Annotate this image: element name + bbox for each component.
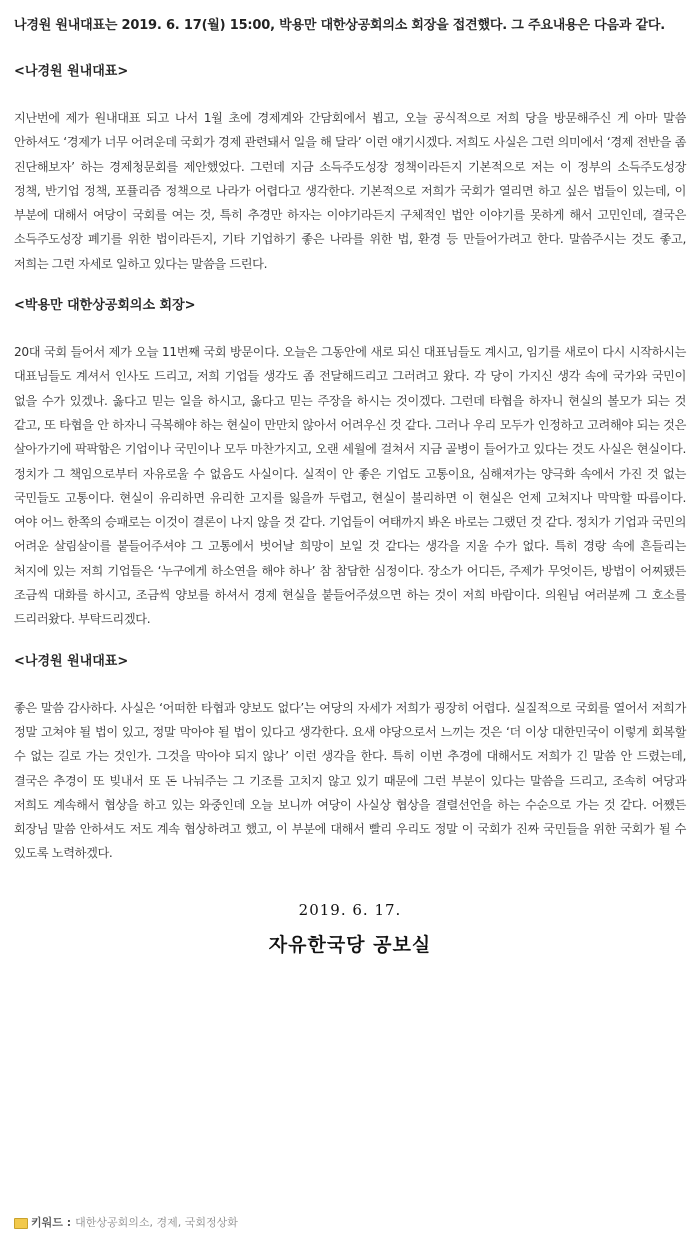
keyword-link[interactable]: 국회정상화 (184, 1216, 238, 1229)
keyword-link[interactable]: 경제 (156, 1216, 178, 1229)
speaker-heading: <나경원 원내대표> (14, 653, 129, 669)
speaker-heading: <박용만 대한상공회의소 회장> (14, 298, 196, 314)
statement-paragraph: 지난번에 제가 원내대표 되고 나서 1월 초에 경제계와 간담회에서 뵙고, 오늘 공식적으로 저희 당을 방문해주신 게 아마 말씀 안하셔도 ‘경제가 너무 어려운데 국회가 경제 관련돼서 일을 해 달라’ 이런 얘기시겠다. 저희도 사실은 그런 의미에서 ‘경제 전반을 좀 진단해보자’ 하는 경제청문회를 제안했었다. 그런데 지금 소득주도성장 정책이라든지 기본적으로 저는 이 정부의 소득주도성장 정책, 반기업 정책, 포퓰리즘 정책으로 나라가 어렵다고 생각한다. 기본적으로 저희가 국회가 열리면 하고 싶은 법들이 있는데, 이 부분에 대해서 여당이 국회를 여는 것, 특히 추경만 하자는 이야기라든지 구체적인 법안 이야기를 못하게 해서 고민인데, 결국은 소득주도성장 폐기를 위한 법이라든지, 기타 기업하기 좋은 나라를 위한 법, 환경 등 만들어가려고 한다. 말씀주시는 것도 좋고, 저희는 그런 자세로 일하고 있다는 말씀을 드린다. (14, 111, 686, 271)
keyword-label: 키워드 : (31, 1216, 72, 1229)
statement-paragraph: 20대 국회 들어서 제가 오늘 11번째 국회 방문이다. 오늘은 그동안에 새로 되신 대표님들도 계시고, 임기를 새로이 다시 시작하시는 대표님들도 계셔서 인사도 드리고, 저희 기업들 생각도 좀 전달해드리고 그러려고 왔다. 각 당이 가지신 생각 속에 국가와 국민이 없을 수가 있겠나. 옳다고 믿는 일을 하시고, 옳다고 믿는 주장을 하시는 것이겠다. 그런데 타협을 하자니 현실의 볼모가 되는 것 같고, 또 타협을 안 하자니 극복해야 하는 현실이 만만치 않아서 어려우신 것 같다. 그러나 우리 모두가 인정하고 고려해야 되는 것은 살아가기에 팍팍함은 기업이나 국민이나 모두 마찬가지고, 오랜 세월에 걸쳐서 지금 골병이 들어가고 있다는 것도 사실은 현실이다. 정치가 그 책임으로부터 자유로울 수 없음도 사실이다. 실적이 안 좋은 기업도 고통이요, 심해져가는 양극화 속에서 가진 것 없는 국민들도 고통이다. 현실이 유리하면 유리한 고지를 잃을까 두렵고, 현실이 불리하면 이 현실은 언제 고쳐지나 막막할 따름이다. 여야 어느 한쪽의 승패로는 이것이 결론이 나지 않을 것 같다. 기업들이 여태까지 봐온 바로는 그랬던 것 같다. 정치가 기업과 국민의 어려운 살림살이를 붙들어주셔야 그 고통에서 벗어날 희망이 보일 것 같다는 생각을 지울 수가 없다. 특히 경랑 속에 흔들리는 처지에 있는 저희 기업들은 ‘누구에게 하소연을 해야 하나’ 참 참담한 심정이다. 장소가 어디든, 주제가 무엇이든, 방법이 어찌됐든 조금씩 대화를 하시고, 조금씩 양보를 하셔서 경제 현실을 붙들어주셨으면 하는 것이 저희 바람이다. 의원님 여러분께 그 호소를 드리러왔다. 부탁드리겠다. (14, 345, 686, 627)
folder-icon (14, 1218, 28, 1229)
statement-paragraph: 좋은 말씀 감사하다. 사실은 ‘어떠한 타협과 양보도 없다’는 여당의 자세가 저희가 굉장히 어렵다. 실질적으로 국회를 열어서 저희가 정말 고쳐야 될 법이 있고, 정말 막아야 될 법이 있다고 생각한다. 요새 야당으로서 느끼는 것은 ‘더 이상 대한민국이 이렇게 회복할 수 없는 길로 가는 것인가. 그것을 막아야 되지 않나’ 이런 생각을 한다. 특히 이번 추경에 대해서도 저희가 긴 말씀 안 드렸는데, 결국은 추경이 또 빚내서 또 돈 나눠주는 그 기조를 고치지 않고 있기 때문에 그런 부분이 있다는 말씀을 드리고, 조속히 여당과 저희도 계속해서 협상을 하고 있는 와중인데 오늘 보니까 여당이 사실상 협상을 결렬선언을 하는 수순으로 가는 것 같다. 어쨌든 회장님 말씀 안하셔도 저도 계속 협상하려고 했고, 이 부분에 대해서 빨리 우리도 정말 이 국회가 진짜 국민들을 위한 국회가 될 수 있도록 노력하겠다. (14, 700, 686, 861)
issuing-office: 자유한국당 공보실 (268, 933, 432, 956)
keyword-link[interactable]: 대한상공회의소 (75, 1216, 150, 1229)
keyword-bar: 키워드 : 대한상공회의소, 경제, 국회정상화 (14, 1215, 238, 1231)
speaker-heading: <나경원 원내대표> (14, 64, 129, 79)
release-date: 2019. 6. 17. (298, 900, 402, 919)
intro-text: 나경원 원내대표는 2019. 6. 17(월) 15:00, 박용만 대한상공회의소 회장을 접견했다. 그 주요내용은 다음과 같다. (14, 18, 665, 33)
press-release (14, 14, 686, 958)
